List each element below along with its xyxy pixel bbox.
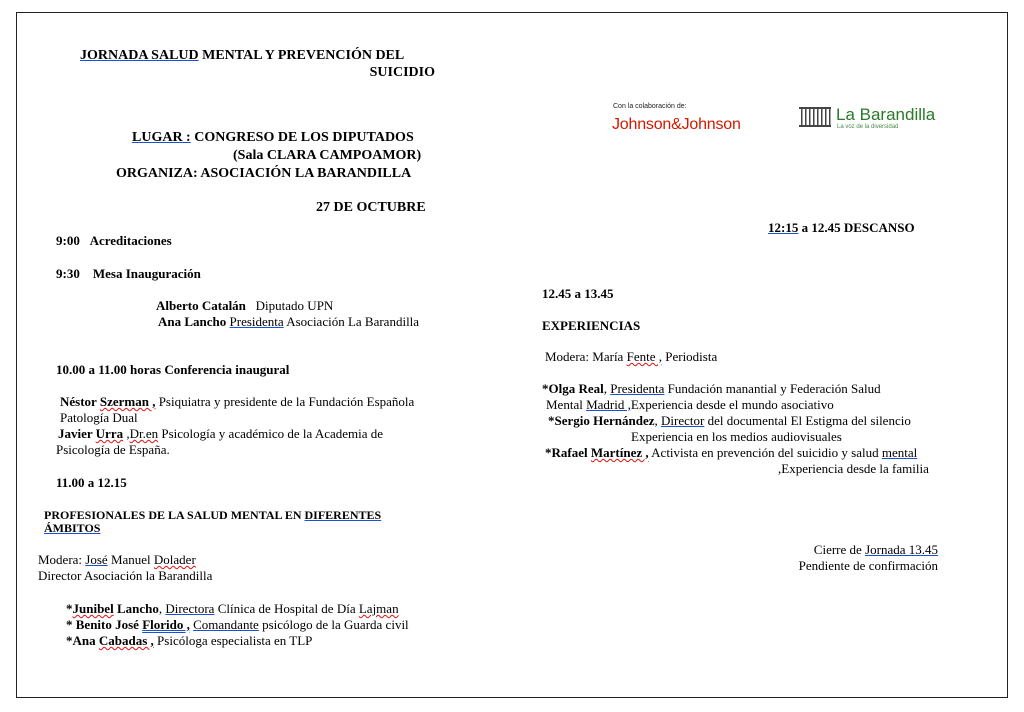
prof-title-a: PROFESIONALES DE LA SALUD MENTAL EN [44,508,305,522]
modera-name-b: Manuel [107,552,154,567]
pendiente-line: Pendiente de confirmación [798,558,938,573]
modera-left [38,552,196,568]
rafael-name: *Rafael [545,445,591,460]
cierre-time: Jornada 13.45 [865,542,938,557]
p1-star: * [66,601,73,616]
sergio-sep: , [654,413,662,428]
javier-dr: Dr.en [129,426,159,441]
panelist-2 [66,617,409,633]
cierre-line [700,542,938,558]
olga-line2 [546,397,834,413]
title-rest: MENTAL Y PREVENCIÓN DEL [198,48,405,63]
modera-name-a: José [85,552,108,567]
lugar-value: CONGRESO DE LOS DIPUTADOS [190,130,414,145]
experiencias-time: 12.45 a 13.45 [542,286,614,301]
nestor-line2: Patología Dual [60,410,138,425]
rafael-surname: Martínez , [590,445,649,460]
lugar-line [132,130,414,146]
modera-right-a: Modera: María [545,349,627,364]
descanso-line [768,220,915,236]
olga-org: Fundación manantial y Federación Salud [664,381,881,396]
modera-right [545,349,717,365]
speaker-1-name: Alberto Catalán [156,298,246,313]
nestor-line1 [60,394,414,410]
descanso-time: 12:15 [768,220,799,235]
barandilla-logo-text: La Barandilla [836,105,936,124]
javier-desc-1: Psicología y académico de la Academia de [158,426,384,441]
p1-name: Junibel [72,601,114,616]
profesionales-title-line2 [44,520,100,536]
rafael-desc: Activista en prevención del suicidio y salud [648,445,882,460]
speaker-2-name: Ana Lancho [158,314,227,329]
javier-line2: Psicología de España. [56,442,170,457]
olga-line2-c: Experiencia desde el mundo asociativo [630,397,834,412]
descanso-label: a 12.45 DESCANSO [798,220,915,235]
sergio-line2: Experiencia en los medios audiovisuales [631,429,842,444]
p2-surname: Florido , [142,617,190,632]
p2-role-b: psicólogo de la Guarda civil [258,617,409,632]
event-date: 27 DE OCTUBRE [316,200,426,215]
speaker-2 [158,314,419,330]
p1-role-c: Lajman [358,601,399,616]
rafael-desc-end: mental [881,445,918,460]
javier-surname: Urra [95,426,124,441]
prof-title-b: DIFERENTES [304,508,382,522]
sergio-role: Director [661,413,705,428]
javier-name: Javier [58,426,96,441]
modera-right-c: Periodista [661,349,718,364]
p1-surname: Lancho [113,601,159,616]
sergio-line1 [548,413,911,429]
acred-label: Acreditaciones [89,233,172,248]
olga-line2-a: Mental [546,397,587,412]
olga-sep: , [603,381,611,396]
inaug-time: 9:30 [56,266,80,281]
sergio-name: *Sergio Hernández [548,413,655,428]
title-line1 [80,48,404,64]
olga-role: Presidenta [610,381,665,396]
modera-right-b: Fente , [626,349,662,364]
p1-role-a: Directora [165,601,215,616]
prof-title-c: ÁMBITOS [44,521,101,535]
speaker-1 [156,298,333,314]
p2-role-a: Comandante [193,617,259,632]
sala-line: (Sala CLARA CAMPOAMOR) [233,148,422,163]
jj-caption: Con la colaboración de: [613,103,687,110]
barandilla-logo-icon [798,105,832,134]
olga-line2-b: Madrid , [586,397,631,412]
organiza-line: ORGANIZA: ASOCIACIÓN LA BARANDILLA [116,166,412,181]
sergio-desc: del documental El Estigma del silencio [704,413,911,428]
javier-sep: , [123,426,130,441]
acred-time: 9:00 [56,233,80,248]
acreditaciones-item [56,233,172,249]
speaker-2-role-b: Asociación La Barandilla [283,314,420,329]
nestor-surname: Szerman , [99,394,156,409]
olga-name: *Olga Real [542,381,604,396]
p3-role: Psicóloga especialista en TLP [153,633,313,648]
p2-star: * Benito José [66,617,143,632]
conferencia-title: 10.00 a 11.00 horas Conferencia inaugural [56,362,290,377]
p3-star: *Ana [66,633,99,648]
rafael-line1 [545,445,917,461]
barandilla-logo-sub: La voz de la diversidad [837,124,899,130]
cierre-label: Cierre de [813,542,866,557]
modera-name-c: Dolader [153,552,196,567]
p1-sep: , [158,601,166,616]
speaker-2-role-a: Presidenta [229,314,284,329]
inaug-label: Mesa Inauguración [92,266,201,281]
modera-left-role: Director Asociación la Barandilla [38,568,213,583]
panelist-1 [66,601,399,617]
title-line2: SUICIDIO [369,65,435,80]
block2-time: 11.00 a 12.15 [56,475,127,490]
modera-label: Modera: [38,552,86,567]
title-underlined: JORNADA SALUD [80,48,199,63]
p1-role-b: Clínica de Hospital de Día [214,601,359,616]
p3-surname: Cabadas , [98,633,154,648]
olga-line1 [542,381,881,397]
lugar-label: LUGAR : [132,130,191,145]
speaker-1-role: Diputado UPN [255,298,334,313]
jj-logo: Johnson&Johnson [612,116,741,133]
nestor-desc-1: Psiquiatra y presidente de la Fundación Española [155,394,415,409]
inauguracion-item [56,266,201,282]
experiencias-title: EXPERIENCIAS [542,318,641,333]
rafael-line2: ,Experiencia desde la familia [778,461,929,476]
nestor-name: Néstor [60,394,100,409]
javier-line1 [58,426,383,442]
panelist-3 [66,633,312,649]
